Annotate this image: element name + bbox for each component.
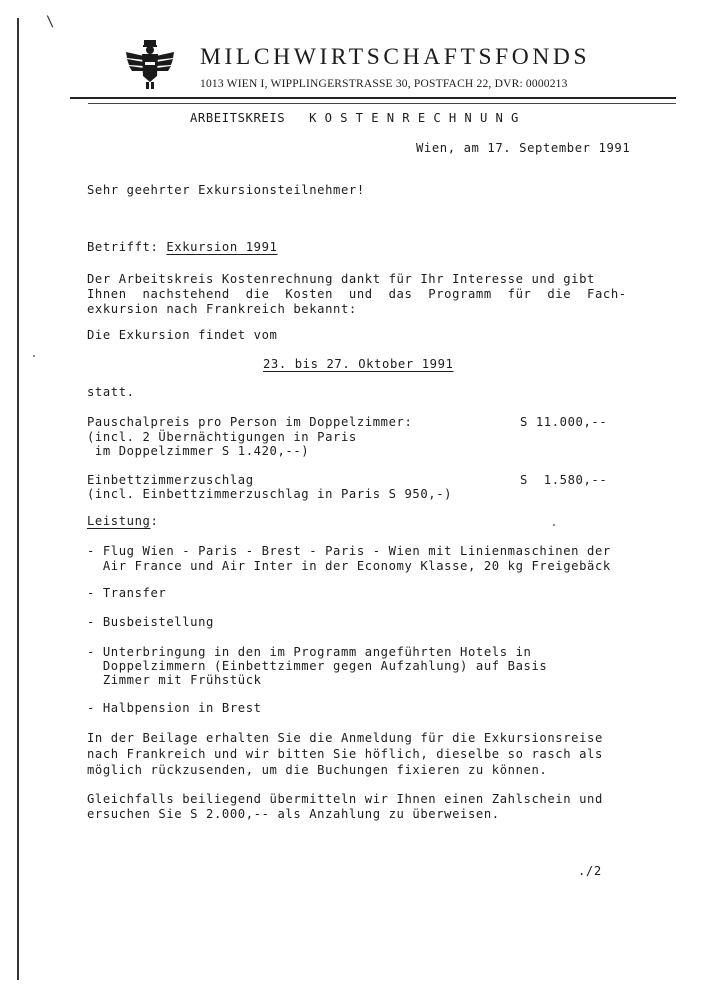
- service-item-hotel-line-2: Doppelzimmern (Einbettzimmer gegen Aufzahlung) auf Basis: [87, 659, 548, 673]
- page-continuation-marker: ./2: [578, 864, 602, 878]
- closing-2-line-1: Gleichfalls beiliegend übermitteln wir Ihnen einen Zahlschein und: [87, 792, 603, 806]
- excursion-dates: 23. bis 27. Oktober 1991: [263, 357, 454, 371]
- scan-speck: [553, 524, 555, 526]
- price-double-note-1: (incl. 2 Übernächtigungen in Paris: [87, 430, 357, 444]
- price-single-label: Einbettzimmerzuschlag: [87, 473, 254, 487]
- price-double-note-2: im Doppelzimmer S 1.420,--): [87, 444, 310, 458]
- service-item-bus: - Busbeistellung: [87, 615, 214, 629]
- service-item-hotel-line-1: - Unterbringung in den im Programm angeführten Hotels in: [87, 645, 532, 659]
- department-line: [190, 111, 527, 125]
- price-double-label: Pauschalpreis pro Person im Doppelzimmer:: [87, 415, 413, 429]
- organization-address: 1013 WIEN I, WIPPLINGERSTRASSE 30, POSTFACH 22, DVR: 0000213: [200, 78, 568, 90]
- date-intro: Die Exkursion findet vom: [87, 328, 278, 342]
- service-item-hotel-line-3: Zimmer mit Frühstück: [87, 673, 262, 687]
- closing-2-line-2: ersuchen Sie S 2.000,-- als Anzahlung zu überweisen.: [87, 807, 500, 821]
- closing-1-line-2: nach Frankreich und wir bitten Sie höflich, dieselbe so rasch als: [87, 747, 603, 761]
- service-item-flight-line-1: - Flug Wien - Paris - Brest - Paris - Wien mit Linienmaschinen der: [87, 544, 611, 558]
- scan-speck: [33, 355, 35, 357]
- subject-label: Betrifft:: [87, 240, 159, 254]
- service-item-flight-line-2: Air France und Air Inter in der Economy Klasse, 20 kg Freigebäck: [87, 559, 611, 573]
- price-single-value: S 1.580,--: [520, 473, 608, 487]
- salutation: Sehr geehrter Exkursionsteilnehmer!: [87, 183, 365, 197]
- eagle-crest-icon: [124, 38, 176, 90]
- subject-value: Exkursion 1991: [166, 240, 278, 254]
- price-single-note: (incl. Einbettzimmerzuschlag in Paris S 950,-): [87, 487, 453, 501]
- service-item-transfer: - Transfer: [87, 586, 167, 600]
- services-heading-colon: :: [150, 514, 159, 528]
- closing-1-line-1: In der Beilage erhalten Sie die Anmeldung für die Exkursionsreise: [87, 731, 603, 745]
- department-prefix: ARBEITSKREIS: [190, 111, 286, 125]
- closing-1-line-3: möglich rückzusenden, um die Buchungen fixieren zu können.: [87, 763, 548, 777]
- subject-line: [87, 240, 278, 254]
- price-double-value: S 11.000,--: [520, 415, 608, 429]
- date-outro: statt.: [87, 385, 135, 399]
- header-rule-top: [70, 97, 676, 99]
- organization-title: MILCHWIRTSCHAFTSFONDS: [200, 44, 591, 70]
- intro-line-2: Ihnen nachstehend die Kosten und das Programm für die Fach-: [87, 287, 627, 301]
- service-item-halfboard: - Halbpension in Brest: [87, 701, 262, 715]
- scan-edge-line: [17, 18, 19, 980]
- scan-edge-mark: \: [46, 14, 55, 30]
- department-name: KOSTENRECHNUNG: [309, 111, 527, 125]
- header-rule-bottom: [88, 103, 676, 104]
- intro-line-1: Der Arbeitskreis Kostenrechnung dankt für Ihr Interesse und gibt: [87, 272, 595, 286]
- intro-line-3: exkursion nach Frankreich bekannt:: [87, 302, 357, 316]
- services-heading: [87, 514, 158, 528]
- services-heading-text: Leistung: [87, 514, 151, 528]
- letter-date: Wien, am 17. September 1991: [416, 141, 631, 155]
